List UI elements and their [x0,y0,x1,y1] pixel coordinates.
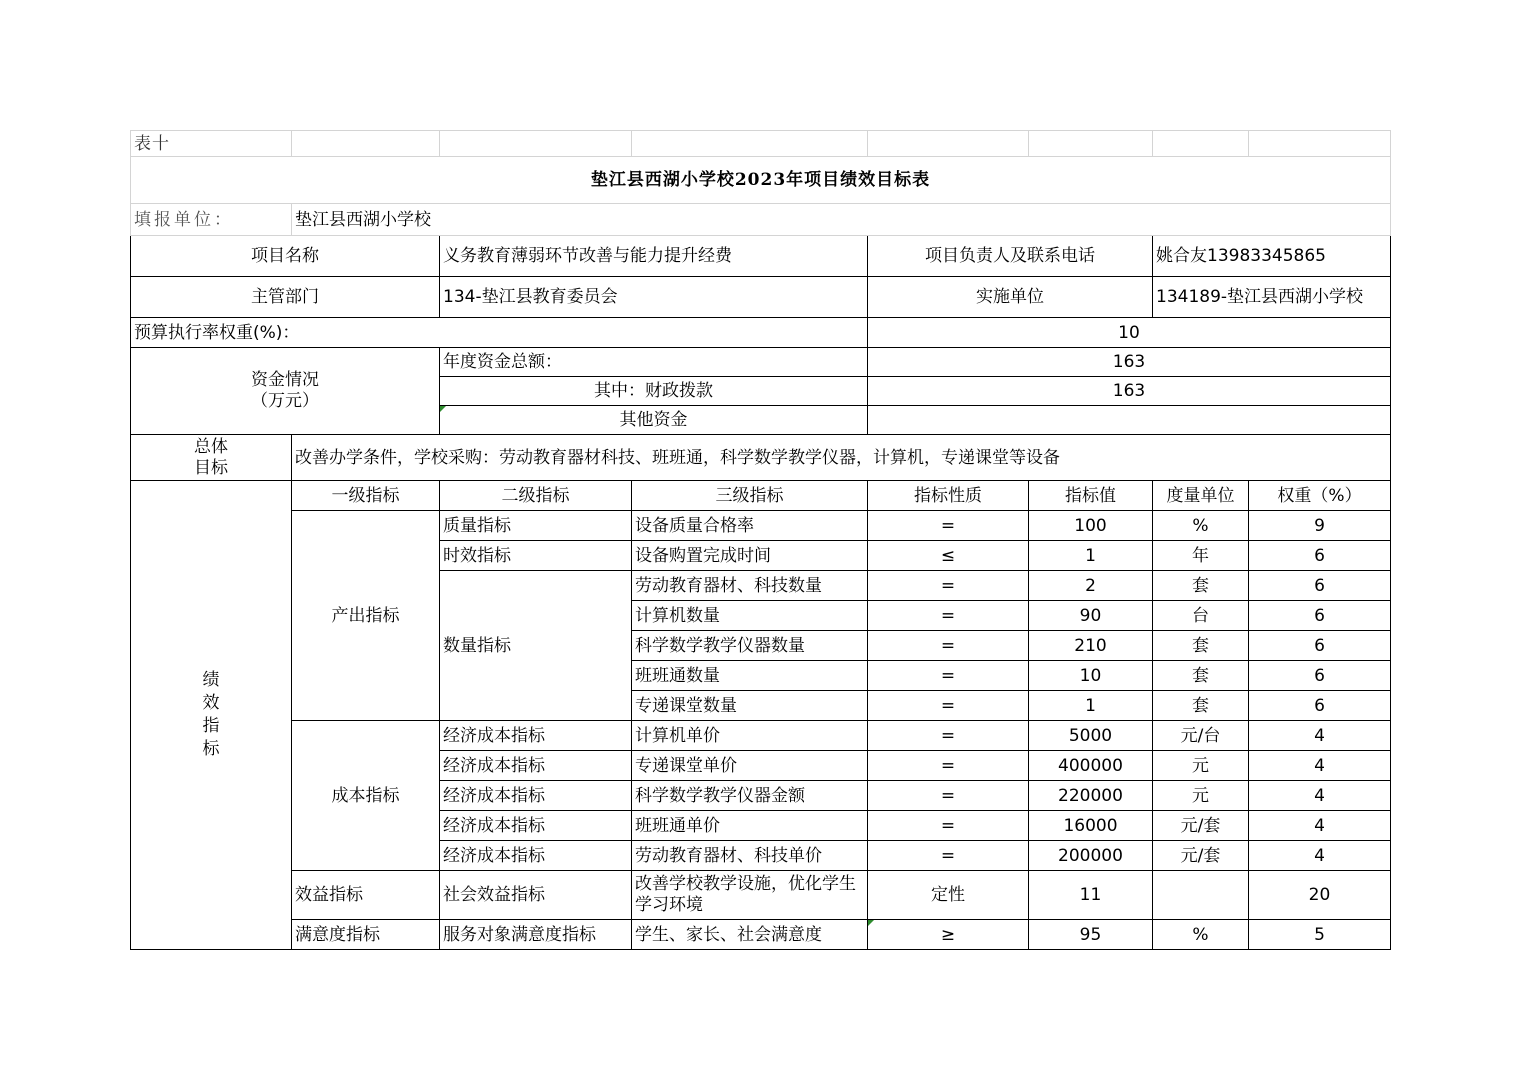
value-cell: 95 [1029,920,1153,950]
project-leader-label: 项目负责人及联系电话 [868,236,1153,277]
page-title: 垫江县西湖小学校2023年项目绩效目标表 [131,157,1391,204]
weight-cell: 4 [1249,811,1391,841]
level3-cell: 专递课堂数量 [632,691,868,721]
weight-cell: 6 [1249,601,1391,631]
level2-cell: 时效指标 [440,541,632,571]
unit-cell: 套 [1153,631,1249,661]
level2-cell: 经济成本指标 [440,811,632,841]
level3-cell: 改善学校教学设施，优化学生学习环境 [632,871,868,920]
unit-cell: 元 [1153,781,1249,811]
perf-indicators-label: 绩效指标 [131,481,292,950]
nature-cell: ≤ [868,541,1029,571]
value-cell: 5000 [1029,721,1153,751]
level3-cell: 专递课堂单价 [632,751,868,781]
weight-cell: 9 [1249,511,1391,541]
nature-cell: = [868,721,1029,751]
unit-cell: 台 [1153,601,1249,631]
weight-cell: 4 [1249,841,1391,871]
level3-cell: 劳动教育器材、科技单价 [632,841,868,871]
implementing-unit-label: 实施单位 [868,277,1153,318]
weight-cell: 20 [1249,871,1391,920]
nature-cell: = [868,631,1029,661]
level3-cell: 设备购置完成时间 [632,541,868,571]
unit-cell: 套 [1153,691,1249,721]
level3-cell: 班班通单价 [632,811,868,841]
weight-cell: 6 [1249,691,1391,721]
header-unit: 度量单位 [1153,481,1249,511]
table-row [131,511,1391,541]
level3-cell: 计算机单价 [632,721,868,751]
level3-cell: 班班通数量 [632,661,868,691]
nature-cell: = [868,751,1029,781]
overall-goal-text: 改善办学条件，学校采购：劳动教育器材科技、班班通，科学数学教学仪器，计算机，专递课堂等设备 [292,435,1391,481]
value-cell: 10 [1029,661,1153,691]
value-cell: 200000 [1029,841,1153,871]
project-name-value: 义务教育薄弱环节改善与能力提升经费 [440,236,868,277]
level2-cell: 经济成本指标 [440,781,632,811]
reporting-unit-label: 填报单位： [131,204,292,236]
nature-cell: = [868,781,1029,811]
unit-cell: % [1153,920,1249,950]
unit-cell: 元 [1153,751,1249,781]
weight-cell: 6 [1249,571,1391,601]
weight-cell: 6 [1249,661,1391,691]
level2-cell: 质量指标 [440,511,632,541]
value-cell: 400000 [1029,751,1153,781]
reporting-unit-value: 垫江县西湖小学校 [292,204,1391,236]
header-value: 指标值 [1029,481,1153,511]
header-nature: 指标性质 [868,481,1029,511]
nature-cell: = [868,841,1029,871]
fiscal-value: 163 [868,377,1391,406]
level2-cell: 经济成本指标 [440,751,632,781]
project-leader-value: 姚合友13983345865 [1153,236,1391,277]
level3-cell: 学生、家长、社会满意度 [632,920,868,950]
value-cell: 210 [1029,631,1153,661]
unit-cell: 套 [1153,661,1249,691]
other-fund-value [868,406,1391,435]
fund-label [131,348,440,435]
value-cell: 1 [1029,691,1153,721]
unit-cell: 元/台 [1153,721,1249,751]
value-cell: 11 [1029,871,1153,920]
level2-cell: 经济成本指标 [440,841,632,871]
performance-target-table [130,130,1391,950]
weight-cell: 4 [1249,721,1391,751]
value-cell: 90 [1029,601,1153,631]
level2-cell: 社会效益指标 [440,871,632,920]
nature-cell: = [868,511,1029,541]
level2-quantity: 数量指标 [440,571,632,721]
table-row [131,871,1391,920]
level1-benefit: 效益指标 [292,871,440,920]
nature-cell: = [868,571,1029,601]
unit-cell: 套 [1153,571,1249,601]
value-cell: 100 [1029,511,1153,541]
header-weight: 权重（%） [1249,481,1391,511]
other-fund-label: 其他资金 [440,406,868,435]
value-cell: 220000 [1029,781,1153,811]
level3-cell: 科学数学教学仪器数量 [632,631,868,661]
project-name-label: 项目名称 [131,236,440,277]
unit-cell: % [1153,511,1249,541]
budget-weight-value: 10 [868,318,1391,348]
level3-cell: 劳动教育器材、科技数量 [632,571,868,601]
level1-cost: 成本指标 [292,721,440,871]
unit-cell: 元/套 [1153,811,1249,841]
unit-cell [1153,871,1249,920]
weight-cell: 6 [1249,541,1391,571]
nature-cell: = [868,661,1029,691]
level2-cell: 经济成本指标 [440,721,632,751]
nature-cell: = [868,811,1029,841]
implementing-unit-value: 134189-垫江县西湖小学校 [1153,277,1391,318]
weight-cell: 5 [1249,920,1391,950]
annual-total-label: 年度资金总额： [440,348,868,377]
level3-cell: 设备质量合格率 [632,511,868,541]
table-row [131,721,1391,751]
unit-cell: 年 [1153,541,1249,571]
level1-satisfaction: 满意度指标 [292,920,440,950]
weight-cell: 4 [1249,781,1391,811]
level1-output: 产出指标 [292,511,440,721]
nature-cell: ≥ [868,920,1029,950]
unit-cell: 元/套 [1153,841,1249,871]
department-value: 134-垫江县教育委员会 [440,277,868,318]
overall-goal-label [131,435,292,481]
budget-weight-label: 预算执行率权重(%)： [131,318,868,348]
table-row [131,920,1391,950]
header-level3: 三级指标 [632,481,868,511]
header-level1: 一级指标 [292,481,440,511]
table-number: 表十 [131,131,292,157]
header-level2: 二级指标 [440,481,632,511]
value-cell: 1 [1029,541,1153,571]
annual-total-value: 163 [868,348,1391,377]
weight-cell: 6 [1249,631,1391,661]
level3-cell: 科学数学教学仪器金额 [632,781,868,811]
level2-cell: 服务对象满意度指标 [440,920,632,950]
fund-label-line1: 资金情况 [251,370,319,390]
weight-cell: 4 [1249,751,1391,781]
department-label: 主管部门 [131,277,440,318]
value-cell: 16000 [1029,811,1153,841]
value-cell: 2 [1029,571,1153,601]
nature-cell: 定性 [868,871,1029,920]
nature-cell: = [868,691,1029,721]
overall-goal-label-line1: 总体 [194,436,228,457]
level3-cell: 计算机数量 [632,601,868,631]
fiscal-label: 其中：财政拨款 [440,377,868,406]
overall-goal-label-line2: 目标 [194,457,228,478]
fund-label-line2: （万元） [251,391,319,411]
nature-cell: = [868,601,1029,631]
